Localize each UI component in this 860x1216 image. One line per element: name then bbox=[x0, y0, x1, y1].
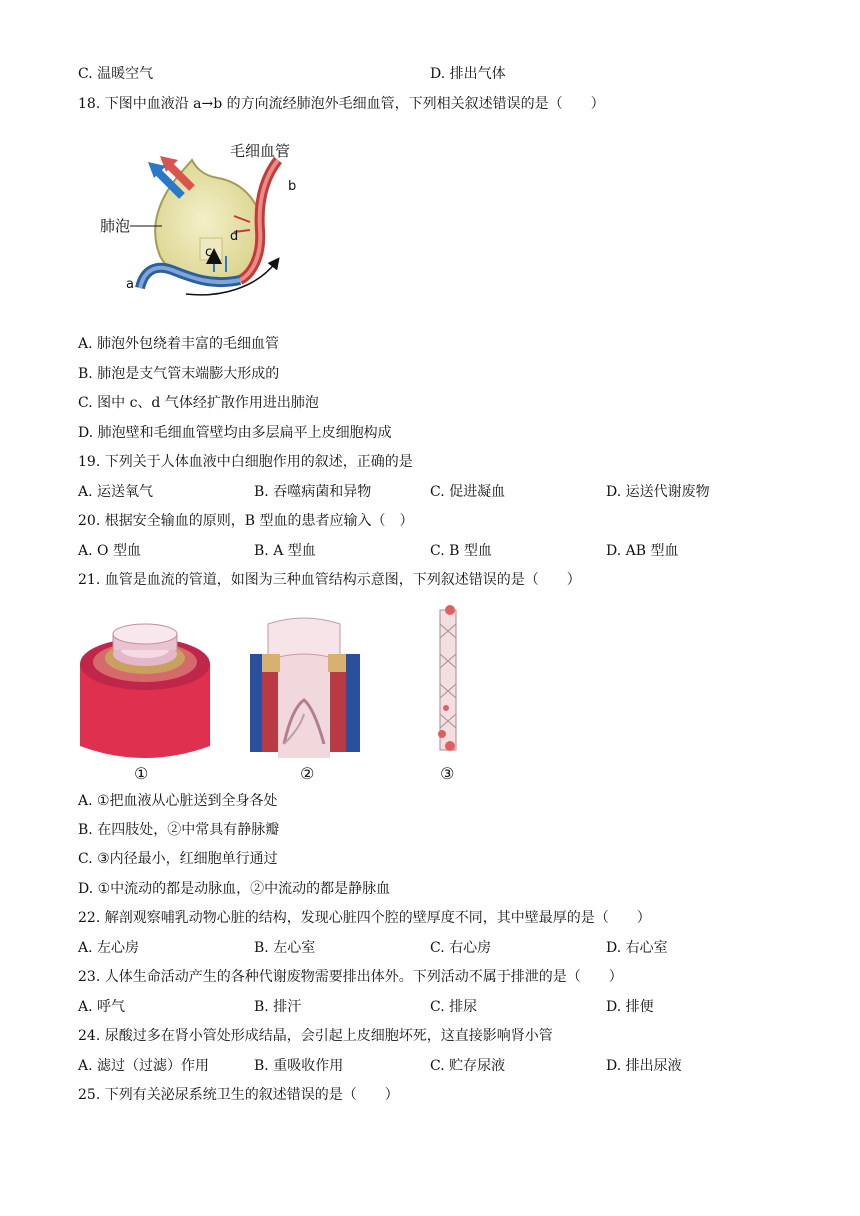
q20-option-d: D. AB 型血 bbox=[606, 543, 679, 559]
q23-stem: 23. 人体生命活动产生的各种代谢废物需要排出体外。下列活动不属于排泄的是（ ） bbox=[78, 969, 623, 985]
q24-option-a: A. 滤过（过滤）作用 bbox=[78, 1058, 210, 1074]
q21-option-a: A. ①把血液从心脏送到全身各处 bbox=[78, 793, 278, 809]
label-c: c bbox=[205, 245, 213, 260]
q18-stem: 18. 下图中血液沿 a→b 的方向流经肺泡外毛细血管，下列相关叙述错误的是（ ） bbox=[78, 96, 605, 112]
vessel-label-3: ③ bbox=[440, 764, 455, 783]
q17-option-c: C. 温暖空气 bbox=[78, 66, 154, 82]
q21-stem: 21. 血管是血流的管道，如图为三种血管结构示意图，下列叙述错误的是（ ） bbox=[78, 572, 581, 588]
q24-stem: 24. 尿酸过多在肾小管处形成结晶，会引起上皮细胞坏死，这直接影响肾小管 bbox=[78, 1028, 553, 1044]
capillary-illustration bbox=[438, 605, 456, 751]
q18-option-a: A. 肺泡外包绕着丰富的毛细血管 bbox=[78, 336, 280, 352]
q20-option-b: B. A 型血 bbox=[254, 543, 316, 559]
alveolus-figure bbox=[100, 138, 320, 303]
q22-option-d: D. 右心室 bbox=[606, 940, 668, 956]
q18-option-d: D. 肺泡壁和毛细血管壁均由多层扁平上皮细胞构成 bbox=[78, 425, 392, 441]
q20-stem: 20. 根据安全输血的原则，B 型血的患者应输入（ ） bbox=[78, 513, 414, 529]
q23-option-a: A. 呼气 bbox=[78, 999, 126, 1015]
vessel-label-2: ② bbox=[300, 764, 315, 783]
label-d: d bbox=[230, 229, 239, 244]
q21-option-b: B. 在四肢处，②中常具有静脉瓣 bbox=[78, 822, 280, 838]
q24-option-c: C. 贮存尿液 bbox=[430, 1058, 506, 1074]
q22-option-a: A. 左心房 bbox=[78, 940, 140, 956]
q20-option-c: C. B 型血 bbox=[430, 543, 492, 559]
q19-option-d: D. 运送代谢废物 bbox=[606, 484, 710, 500]
q23-option-c: C. 排尿 bbox=[430, 999, 478, 1015]
vein-illustration bbox=[250, 618, 360, 758]
q18-option-b: B. 肺泡是支气管末端膨大形成的 bbox=[78, 366, 280, 382]
label-capillary: 毛细血管 bbox=[230, 142, 291, 160]
q19-option-a: A. 运送氧气 bbox=[78, 484, 154, 500]
vessel-label-1: ① bbox=[134, 764, 149, 783]
q22-option-c: C. 右心房 bbox=[430, 940, 492, 956]
q19-stem: 19. 下列关于人体血液中白细胞作用的叙述，正确的是 bbox=[78, 454, 413, 470]
q19-option-c: C. 促进凝血 bbox=[430, 484, 506, 500]
q22-stem: 22. 解剖观察哺乳动物心脏的结构，发现心脏四个腔的壁厚度不同，其中壁最厚的是（ ） bbox=[78, 910, 651, 926]
q24-option-b: B. 重吸收作用 bbox=[254, 1058, 344, 1074]
q23-option-b: B. 排汗 bbox=[254, 999, 302, 1015]
q23-option-d: D. 排便 bbox=[606, 999, 654, 1015]
q25-stem: 25. 下列有关泌尿系统卫生的叙述错误的是（ ） bbox=[78, 1087, 399, 1103]
q19-option-b: B. 吞噬病菌和异物 bbox=[254, 484, 372, 500]
q21-option-c: C. ③内径最小，红细胞单行通过 bbox=[78, 851, 278, 867]
q17-option-d: D. 排出气体 bbox=[430, 66, 506, 82]
q21-option-d: D. ①中流动的都是动脉血，②中流动的都是静脉血 bbox=[78, 881, 391, 897]
label-b: b bbox=[288, 179, 297, 194]
q24-option-d: D. 排出尿液 bbox=[606, 1058, 682, 1074]
blood-vessels-figure bbox=[78, 604, 478, 784]
q18-option-c: C. 图中 c、d 气体经扩散作用进出肺泡 bbox=[78, 395, 319, 411]
q22-option-b: B. 左心室 bbox=[254, 940, 316, 956]
q20-option-a: A. O 型血 bbox=[78, 543, 141, 559]
artery-illustration bbox=[80, 624, 210, 758]
label-alveolus: 肺泡 bbox=[100, 217, 131, 235]
label-a: a bbox=[126, 277, 134, 292]
